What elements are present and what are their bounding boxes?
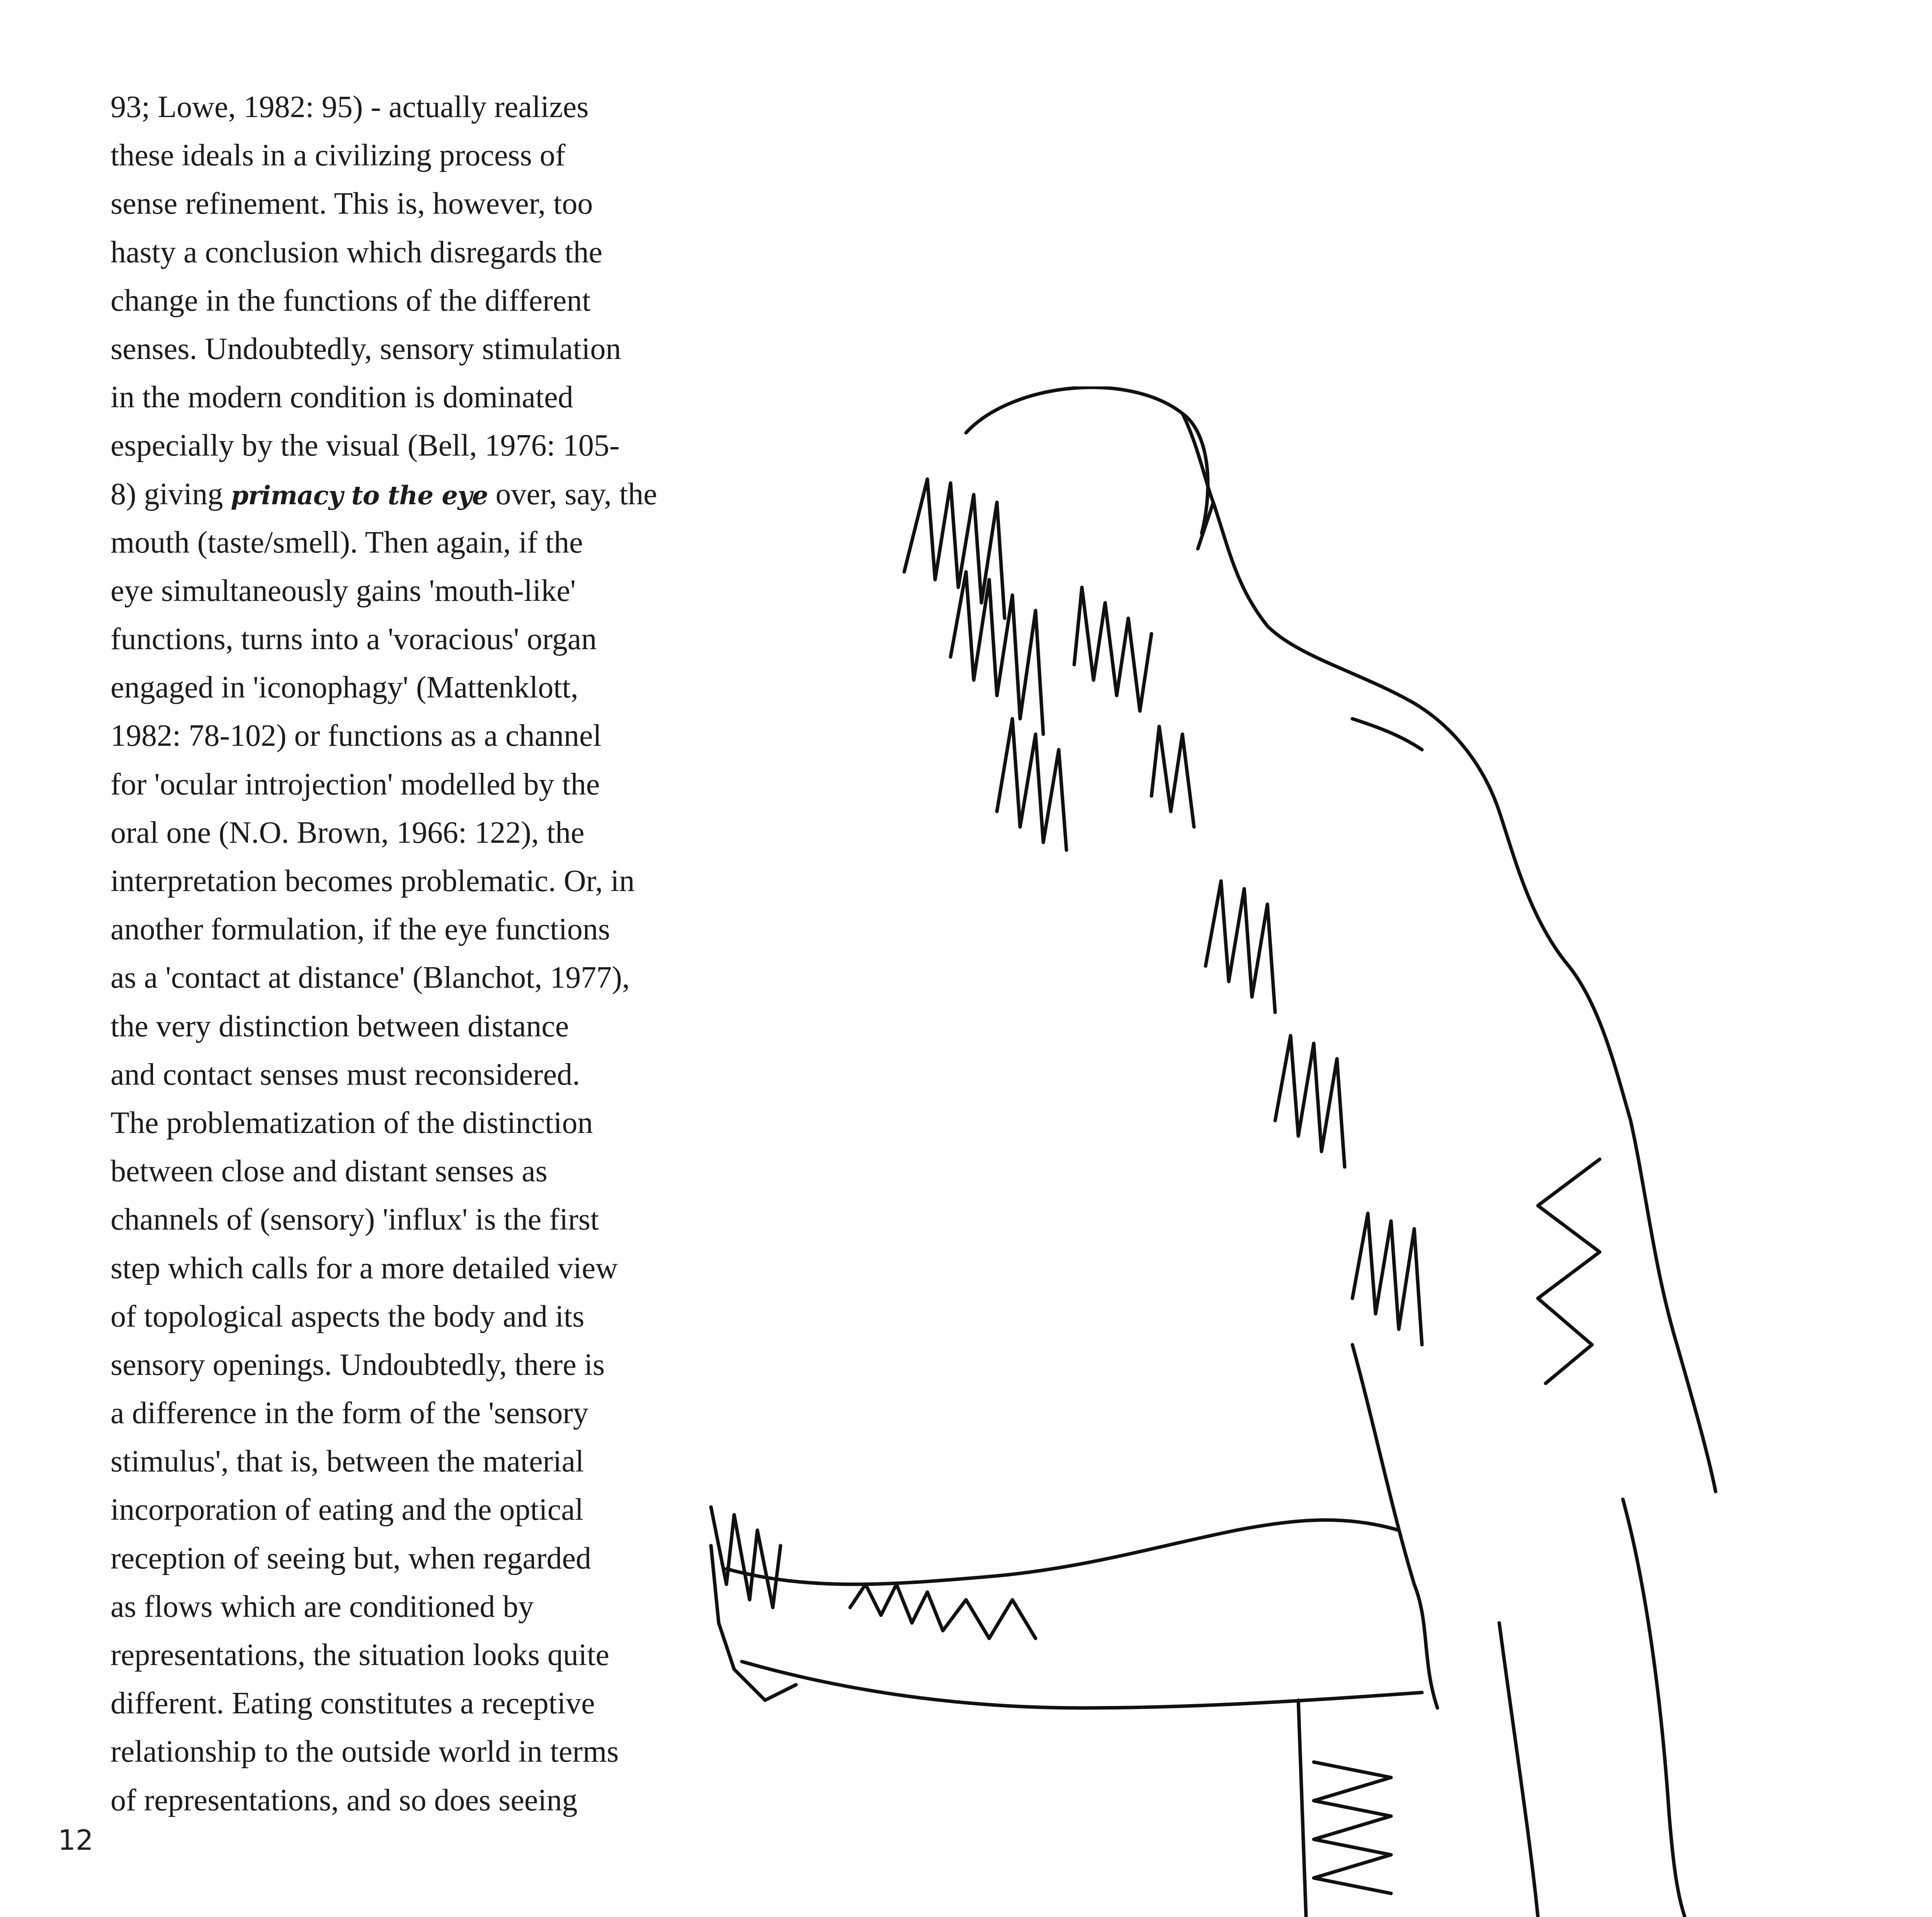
text-line <box>111 131 675 180</box>
lower-coil <box>1314 1762 1391 1893</box>
text-line <box>111 519 675 567</box>
forearm-bottom <box>742 1662 1422 1708</box>
hip-line <box>1623 1499 1685 1917</box>
text-run: mouth (taste/smell). Then again, if the <box>111 525 583 560</box>
shoulder-line <box>1352 719 1422 750</box>
text-run: step which calls for a more detailed view <box>111 1251 618 1285</box>
text-run: The problematization of the distinction <box>111 1106 593 1140</box>
text-run: eye simultaneously gains 'mouth-like' <box>111 573 576 608</box>
forearm-hatch <box>850 1584 1036 1638</box>
text-line <box>111 1051 675 1099</box>
text-run: for 'ocular introjection' modelled by the <box>111 767 600 801</box>
text-line <box>111 1389 675 1437</box>
text-line <box>111 325 675 373</box>
text-run: functions, turns into a 'voracious' organ <box>111 622 597 657</box>
text-line <box>111 1147 675 1196</box>
text-line <box>111 1293 675 1341</box>
lower-leg-left <box>1298 1700 1306 1917</box>
text-run: senses. Undoubtedly, sensory stimulation <box>111 332 621 366</box>
ear-hatch <box>1151 726 1194 827</box>
text-run: as flows which are conditioned by <box>111 1589 534 1624</box>
text-line <box>111 1437 675 1486</box>
text-line <box>111 615 675 663</box>
text-run: and contact senses must reconsidered. <box>111 1057 580 1092</box>
text-line <box>111 228 675 277</box>
text-line <box>111 1728 675 1776</box>
side-zigzag <box>1538 1159 1600 1383</box>
text-line <box>111 470 675 519</box>
text-line <box>111 180 675 228</box>
text-run: of representations, and so does seeing <box>111 1783 578 1817</box>
text-run: stimulus', that is, between the material <box>111 1444 584 1479</box>
page-number-left: 12 <box>58 1824 94 1856</box>
text-line <box>111 1776 675 1825</box>
text-line <box>111 83 675 131</box>
chest-hatch-1 <box>1206 881 1275 1012</box>
head-hatch-2 <box>951 572 1043 734</box>
text-line <box>111 1196 675 1244</box>
text-run: 8) giving <box>111 477 231 511</box>
text-line <box>111 760 675 809</box>
lower-leg-right <box>1499 1623 1538 1917</box>
upper-arm-outline <box>1352 1345 1437 1708</box>
text-line <box>111 1341 675 1389</box>
text-run: the very distinction between distance <box>111 1009 569 1043</box>
text-run: a difference in the form of the 'sensory <box>111 1396 588 1431</box>
text-run: these ideals in a civilizing process of <box>111 138 566 173</box>
text-line <box>111 954 675 1002</box>
text-run: in the modern condition is dominated <box>111 380 573 415</box>
chest-hatch-2 <box>1275 1036 1345 1167</box>
text-line <box>111 1002 675 1051</box>
text-line <box>111 1679 675 1728</box>
head-hatch-3 <box>997 719 1066 850</box>
text-run: change in the functions of the different <box>111 283 591 318</box>
text-line <box>111 1244 675 1293</box>
text-line <box>111 809 675 857</box>
text-line <box>111 663 675 712</box>
text-run: interpretation becomes problematic. Or, in <box>111 864 635 898</box>
text-run: especially by the visual (Bell, 1976: 105- <box>111 429 620 463</box>
text-run: another formulation, if the eye functions <box>111 912 610 947</box>
text-run: representations, the situation looks quite <box>111 1638 609 1672</box>
text-run: sense refinement. This is, however, too <box>111 187 593 221</box>
hand-hatch <box>711 1507 781 1607</box>
left-page-text <box>111 83 675 1825</box>
text-run: between close and distant senses as <box>111 1154 548 1189</box>
text-line <box>111 905 675 954</box>
text-run: as a 'contact at distance' (Blanchot, 1977), <box>111 961 630 995</box>
text-line <box>111 1631 675 1679</box>
text-run: sensory openings. Undoubtedly, there is <box>111 1347 605 1382</box>
head-outline <box>966 388 1208 533</box>
forearm-top <box>726 1520 1399 1584</box>
back-outline <box>1213 502 1716 1492</box>
text-run: hasty a conclusion which disregards the <box>111 235 603 269</box>
text-line <box>111 422 675 470</box>
text-run: over, say, the <box>488 477 657 511</box>
face-hatch <box>1074 587 1151 711</box>
hunched-figure-illustration <box>696 386 1932 1917</box>
text-run: engaged in 'iconophagy' (Mattenklott, <box>111 670 578 705</box>
text-run: oral one (N.O. Brown, 1966: 122), the <box>111 815 585 850</box>
text-line <box>111 1486 675 1534</box>
text-line <box>111 277 675 325</box>
text-run: of topological aspects the body and its <box>111 1299 585 1334</box>
text-line <box>111 1099 675 1147</box>
text-line <box>111 373 675 422</box>
text-run: 93; Lowe, 1982: 95) - actually realizes <box>111 90 589 124</box>
text-line <box>111 1534 675 1583</box>
text-run: different. Eating constitutes a receptive <box>111 1686 595 1721</box>
text-line <box>111 1583 675 1631</box>
chest-hatch-3 <box>1352 1213 1422 1345</box>
line-drawing <box>696 386 1932 1917</box>
emphasized-phrase: primacy to the eye <box>231 480 488 510</box>
text-run: 1982: 78-102) or functions as a channel <box>111 719 602 753</box>
text-run: channels of (sensory) 'influx' is the first <box>111 1203 599 1237</box>
text-run: incorporation of eating and the optical <box>111 1493 584 1527</box>
text-line <box>111 857 675 905</box>
text-run: reception of seeing but, when regarded <box>111 1541 591 1575</box>
text-line <box>111 567 675 615</box>
text-line <box>111 712 675 760</box>
text-run: relationship to the outside world in terms <box>111 1735 619 1769</box>
